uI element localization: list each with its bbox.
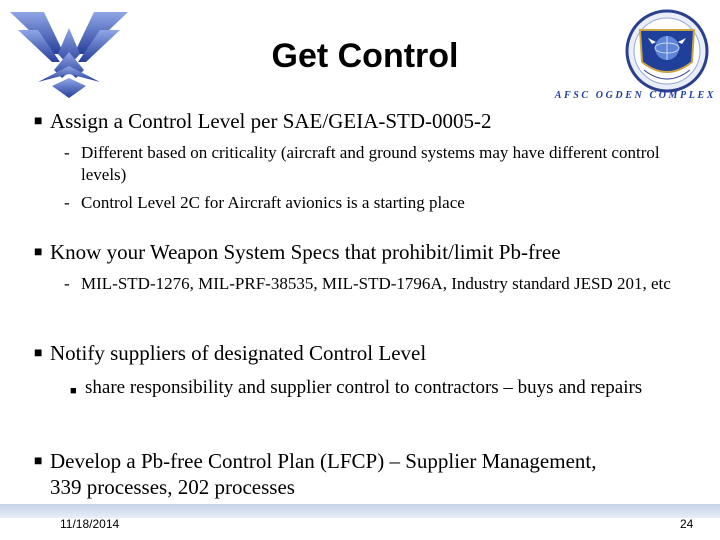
square-marker: ■ bbox=[70, 385, 77, 397]
sub-bullet-text: MIL-STD-1276, MIL-PRF-38535, MIL-STD-1796A, Industry standard JESD 201, etc bbox=[81, 274, 671, 293]
sub-bullet-text: Different based on criticality (aircraft and ground systems may have different control levels) bbox=[81, 143, 660, 184]
bullet-text: Know your Weapon System Specs that prohibit/limit Pb-free bbox=[50, 240, 561, 264]
bullet-marker: ■ bbox=[34, 454, 43, 469]
bullet-text: Notify suppliers of designated Control Level bbox=[50, 341, 427, 365]
slide-title: Get Control bbox=[271, 37, 459, 75]
bullet-text: Assign a Control Level per SAE/GEIA-STD-0005-2 bbox=[50, 109, 492, 133]
bullet-marker: ■ bbox=[34, 245, 43, 260]
page-number: 24 bbox=[680, 517, 694, 531]
bullet-marker: ■ bbox=[34, 346, 43, 361]
bullet-text: Develop a Pb-free Control Plan (LFCP) – Supplier Management, 339 processes, 202 processes bbox=[50, 449, 597, 499]
dash-marker: - bbox=[64, 193, 70, 212]
bullet-marker: ■ bbox=[34, 114, 43, 129]
footer-date: 11/18/2014 bbox=[60, 517, 120, 531]
footer-bar bbox=[0, 504, 720, 518]
organization-label: AFSC OGDEN COMPLEX bbox=[554, 90, 716, 101]
dash-marker: - bbox=[64, 143, 70, 162]
sub-bullet-text: Control Level 2C for Aircraft avionics is a starting place bbox=[81, 193, 465, 212]
sub-bullet-text: share responsibility and supplier control to contractors – buys and repairs bbox=[85, 377, 643, 398]
dash-marker: - bbox=[64, 274, 70, 293]
